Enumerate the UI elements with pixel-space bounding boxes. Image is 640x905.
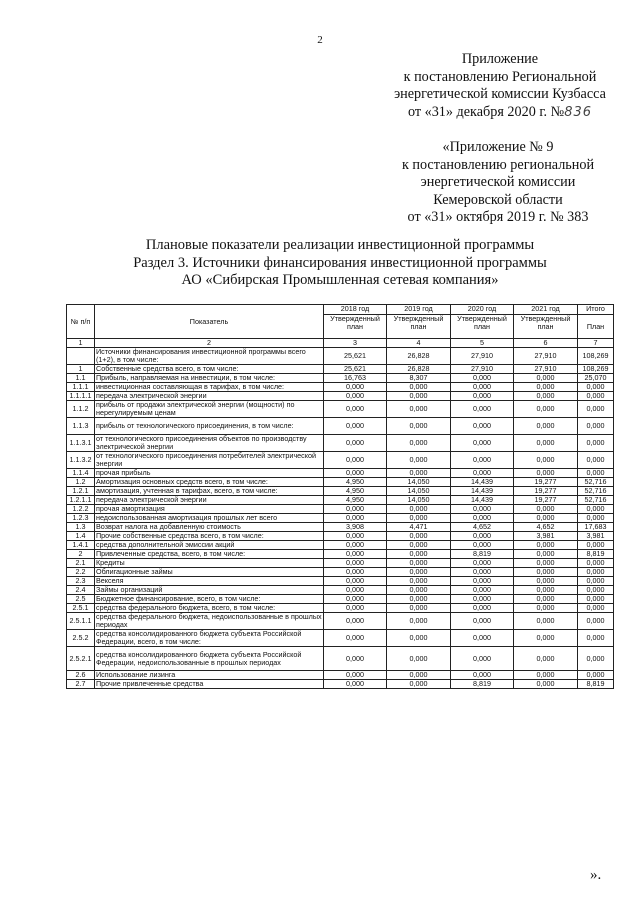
value-2021: 0,000 — [514, 595, 578, 604]
row-indicator: средства консолидированного бюджета субъекта Российской Федерации, недоиспользованные в прошлых периодах — [95, 647, 324, 671]
annex-primary-line3: энергетической комиссии Кузбасса — [394, 86, 606, 102]
value-2019: 0,000 — [387, 586, 451, 595]
value-2018: 4,950 — [324, 487, 387, 496]
value-2018: 0,000 — [324, 418, 387, 435]
value-2019: 0,000 — [387, 469, 451, 478]
header-total-plan: План — [578, 315, 614, 339]
row-indicator: передача электрической энергии — [95, 392, 324, 401]
col-number: 4 — [387, 339, 451, 348]
value-2019: 0,000 — [387, 671, 451, 680]
value-2021: 0,000 — [514, 680, 578, 689]
value-2019: 0,000 — [387, 559, 451, 568]
col-number: 7 — [578, 339, 614, 348]
row-indicator: недоиспользованная амортизация прошлых лет всего — [95, 514, 324, 523]
value-2018: 0,000 — [324, 505, 387, 514]
annex-primary-date-prefix: от «31» декабря 2020 г. № — [407, 103, 565, 120]
header-year-2018: 2018 год — [324, 305, 387, 315]
value-2021: 0,000 — [514, 514, 578, 523]
row-number: 1.1.2 — [67, 401, 95, 418]
value-2020: 0,000 — [451, 383, 514, 392]
table-row — [67, 435, 614, 452]
value-total: 0,000 — [578, 514, 614, 523]
value-2020: 0,000 — [451, 505, 514, 514]
value-2018: 0,000 — [324, 680, 387, 689]
title-line1: Плановые показатели реализации инвестиционной программы — [145, 237, 535, 253]
table-body — [67, 348, 614, 689]
row-indicator: Использование лизинга — [95, 671, 324, 680]
value-2020: 0,000 — [451, 374, 514, 383]
row-indicator: передача электрической энергии — [95, 496, 324, 505]
value-2021: 0,000 — [514, 383, 578, 392]
table-row — [67, 647, 614, 671]
row-number: 2.5.1.1 — [67, 613, 95, 630]
value-2021: 0,000 — [514, 630, 578, 647]
table-row — [67, 478, 614, 487]
value-2020: 4,652 — [451, 523, 514, 532]
value-2021: 0,000 — [514, 374, 578, 383]
title-line2: Раздел 3. Источники финансирования инвестиционной программы — [133, 254, 547, 271]
table-row — [67, 550, 614, 559]
row-number: 2.5.2 — [67, 630, 95, 647]
row-number: 1.1.4 — [67, 469, 95, 478]
value-2021: 0,000 — [514, 392, 578, 401]
value-2019: 0,000 — [387, 532, 451, 541]
value-2018: 0,000 — [324, 559, 387, 568]
value-2019: 0,000 — [387, 452, 451, 469]
value-2019: 0,000 — [387, 383, 451, 392]
row-indicator: Возврат налога на добавленную стоимость — [95, 523, 324, 532]
value-2021: 0,000 — [514, 541, 578, 550]
row-number: 2.1 — [67, 559, 95, 568]
value-total: 0,000 — [578, 505, 614, 514]
table-row — [67, 469, 614, 478]
value-2021: 4,652 — [514, 523, 578, 532]
value-2021: 0,000 — [514, 586, 578, 595]
value-2020: 0,000 — [451, 604, 514, 613]
header-plan-2018: Утвержденный план — [324, 315, 387, 339]
col-number: 6 — [514, 339, 578, 348]
table-row — [67, 365, 614, 374]
value-2021: 0,000 — [514, 671, 578, 680]
row-indicator: от технологического присоединения объектов по производству электрической энергии — [95, 435, 324, 452]
value-2019: 26,828 — [387, 365, 451, 374]
value-total: 0,000 — [578, 586, 614, 595]
value-total: 0,000 — [578, 383, 614, 392]
value-2019: 8,307 — [387, 374, 451, 383]
value-2020: 0,000 — [451, 671, 514, 680]
value-2018: 0,000 — [324, 577, 387, 586]
header-col-no: № п/п — [67, 305, 95, 339]
value-2018: 0,000 — [324, 647, 387, 671]
value-total: 0,000 — [578, 568, 614, 577]
row-number: 2.3 — [67, 577, 95, 586]
annex-primary-date — [375, 104, 625, 122]
value-2021: 0,000 — [514, 401, 578, 418]
value-2018: 4,950 — [324, 496, 387, 505]
value-total: 0,000 — [578, 418, 614, 435]
table-row — [67, 523, 614, 532]
value-2020: 27,910 — [451, 348, 514, 365]
table-row — [67, 568, 614, 577]
value-2019: 26,828 — [387, 348, 451, 365]
value-2019: 14,050 — [387, 496, 451, 505]
table-row — [67, 487, 614, 496]
value-2020: 0,000 — [451, 532, 514, 541]
row-indicator: средства консолидированного бюджета субъекта Российской Федерации, всего, в том числе: — [95, 630, 324, 647]
value-2018: 0,000 — [324, 550, 387, 559]
value-2021: 0,000 — [514, 604, 578, 613]
row-indicator: от технологического присоединения потребителей электрической энергии — [95, 452, 324, 469]
value-2019: 0,000 — [387, 435, 451, 452]
value-2020: 0,000 — [451, 418, 514, 435]
value-2020: 0,000 — [451, 401, 514, 418]
value-2021: 0,000 — [514, 577, 578, 586]
value-2020: 14,439 — [451, 478, 514, 487]
value-2019: 0,000 — [387, 514, 451, 523]
value-2021: 0,000 — [514, 568, 578, 577]
value-2020: 14,439 — [451, 487, 514, 496]
table-row — [67, 630, 614, 647]
value-2020: 0,000 — [451, 392, 514, 401]
row-number: 1.2.3 — [67, 514, 95, 523]
value-2021: 0,000 — [514, 647, 578, 671]
value-total: 108,269 — [578, 348, 614, 365]
row-number: 2.7 — [67, 680, 95, 689]
value-2018: 0,000 — [324, 469, 387, 478]
annex-primary-block — [375, 51, 625, 121]
value-total: 0,000 — [578, 541, 614, 550]
value-total: 52,716 — [578, 487, 614, 496]
page-number: 2 — [317, 34, 323, 46]
value-2021: 0,000 — [514, 613, 578, 630]
value-2018: 0,000 — [324, 383, 387, 392]
value-2019: 0,000 — [387, 568, 451, 577]
row-indicator: Прибыль, направляемая на инвестиции, в том числе: — [95, 374, 324, 383]
value-2018: 0,000 — [324, 568, 387, 577]
row-number: 1.2.1.1 — [67, 496, 95, 505]
value-2021: 19,277 — [514, 487, 578, 496]
header-plan-2019: Утвержденный план — [387, 315, 451, 339]
table-row — [67, 671, 614, 680]
row-number: 2.5.1 — [67, 604, 95, 613]
table-row — [67, 577, 614, 586]
header-year-2019: 2019 год — [387, 305, 451, 315]
row-number: 2.4 — [67, 586, 95, 595]
value-2020: 8,819 — [451, 680, 514, 689]
value-2018: 0,000 — [324, 392, 387, 401]
table-row — [67, 392, 614, 401]
header-year-2021: 2021 год — [514, 305, 578, 315]
row-number: 2.5 — [67, 595, 95, 604]
value-total: 108,269 — [578, 365, 614, 374]
value-2020: 0,000 — [451, 514, 514, 523]
value-2021: 19,277 — [514, 478, 578, 487]
value-2020: 8,819 — [451, 550, 514, 559]
row-number: 1.2.2 — [67, 505, 95, 514]
value-2021: 0,000 — [514, 452, 578, 469]
value-2020: 0,000 — [451, 586, 514, 595]
value-2019: 0,000 — [387, 630, 451, 647]
value-2018: 0,000 — [324, 452, 387, 469]
value-2018: 0,000 — [324, 595, 387, 604]
row-indicator: Источники финансирования инвестиционной программы всего (1+2), в том числе: — [95, 348, 324, 365]
value-total: 0,000 — [578, 595, 614, 604]
row-indicator: Кредиты — [95, 559, 324, 568]
annex-primary-line1: Приложение — [461, 51, 539, 67]
table-row — [67, 559, 614, 568]
title-line3: АО «Сибирская Промышленная сетевая компания» — [181, 272, 499, 288]
header-row-col-numbers — [67, 339, 614, 348]
value-2020: 0,000 — [451, 559, 514, 568]
value-2018: 0,000 — [324, 532, 387, 541]
row-number: 1.1.1 — [67, 383, 95, 392]
table-row — [67, 604, 614, 613]
value-total: 0,000 — [578, 452, 614, 469]
table-row — [67, 383, 614, 392]
value-2018: 0,000 — [324, 541, 387, 550]
header-row-years — [67, 305, 614, 315]
table-row — [67, 613, 614, 630]
row-indicator: инвестиционная составляющая в тарифах, в том числе: — [95, 383, 324, 392]
row-number: 1.1.3 — [67, 418, 95, 435]
row-number: 1.1.3.2 — [67, 452, 95, 469]
value-2020: 0,000 — [451, 541, 514, 550]
value-total: 0,000 — [578, 613, 614, 630]
annex-secondary-line2: к постановлению региональной — [401, 156, 595, 173]
header-plan-2020: Утвержденный план — [451, 315, 514, 339]
value-2021: 0,000 — [514, 550, 578, 559]
row-number: 2.5.2.1 — [67, 647, 95, 671]
value-2019: 0,000 — [387, 550, 451, 559]
col-number: 2 — [95, 339, 324, 348]
value-2021: 0,000 — [514, 435, 578, 452]
row-indicator: средства дополнительной эмиссии акций — [95, 541, 324, 550]
row-indicator: прибыль от технологического присоединения, в том числе: — [95, 418, 324, 435]
col-number: 1 — [67, 339, 95, 348]
value-total: 0,000 — [578, 577, 614, 586]
table-row — [67, 452, 614, 469]
row-indicator: Облигационные займы — [95, 568, 324, 577]
row-indicator: Бюджетное финансирование, всего, в том числе: — [95, 595, 324, 604]
row-indicator: Прочие собственные средства всего, в том числе: — [95, 532, 324, 541]
table-row — [67, 374, 614, 383]
col-number: 3 — [324, 339, 387, 348]
value-2019: 0,000 — [387, 577, 451, 586]
value-2018: 25,621 — [324, 348, 387, 365]
row-number: 1 — [67, 365, 95, 374]
row-indicator: прочая амортизация — [95, 505, 324, 514]
value-2020: 0,000 — [451, 452, 514, 469]
value-2018: 25,621 — [324, 365, 387, 374]
value-total: 52,716 — [578, 496, 614, 505]
annex-secondary-block — [378, 139, 618, 227]
row-number: 1.4.1 — [67, 541, 95, 550]
value-2018: 0,000 — [324, 514, 387, 523]
handwritten-resolution-number: 836 — [564, 104, 593, 120]
value-total: 0,000 — [578, 435, 614, 452]
value-total: 0,000 — [578, 671, 614, 680]
table-row — [67, 418, 614, 435]
value-2019: 0,000 — [387, 647, 451, 671]
value-2018: 0,000 — [324, 613, 387, 630]
annex-secondary-line5: от «31» октября 2019 г. № 383 — [407, 209, 589, 225]
row-number: 2.6 — [67, 671, 95, 680]
value-2018: 0,000 — [324, 401, 387, 418]
row-indicator: Векселя — [95, 577, 324, 586]
value-2021: 19,277 — [514, 496, 578, 505]
value-2020: 0,000 — [451, 595, 514, 604]
value-2018: 4,950 — [324, 478, 387, 487]
value-2019: 4,471 — [387, 523, 451, 532]
value-2020: 0,000 — [451, 630, 514, 647]
financing-sources-table — [66, 304, 614, 689]
value-total: 0,000 — [578, 401, 614, 418]
header-col-name: Показатель — [95, 305, 324, 339]
row-number: 2 — [67, 550, 95, 559]
value-2019: 0,000 — [387, 680, 451, 689]
row-number: 1.3 — [67, 523, 95, 532]
table-row — [67, 514, 614, 523]
row-indicator: Привлеченные средства, всего, в том числе: — [95, 550, 324, 559]
value-2018: 0,000 — [324, 604, 387, 613]
table-row — [67, 595, 614, 604]
table-row — [67, 532, 614, 541]
value-2018: 0,000 — [324, 671, 387, 680]
table-row — [67, 586, 614, 595]
annex-secondary-line1: «Приложение № 9 — [442, 139, 554, 155]
row-indicator: Собственные средства всего, в том числе: — [95, 365, 324, 374]
value-2019: 0,000 — [387, 505, 451, 514]
row-number: 1.1 — [67, 374, 95, 383]
value-2018: 0,000 — [324, 586, 387, 595]
value-2019: 0,000 — [387, 613, 451, 630]
row-number: 1.4 — [67, 532, 95, 541]
row-indicator: прибыль от продажи электрической энергии (мощности) по нерегулируемым ценам — [95, 401, 324, 418]
value-2018: 0,000 — [324, 630, 387, 647]
annex-primary-line2: к постановлению Региональной — [403, 68, 597, 85]
value-2019: 14,050 — [387, 478, 451, 487]
row-number: 1.2 — [67, 478, 95, 487]
value-2020: 0,000 — [451, 613, 514, 630]
table-row — [67, 401, 614, 418]
value-2020: 0,000 — [451, 469, 514, 478]
value-total: 3,981 — [578, 532, 614, 541]
row-number: 1.1.1.1 — [67, 392, 95, 401]
row-indicator: средства федерального бюджета, всего, в том числе: — [95, 604, 324, 613]
table-row — [67, 505, 614, 514]
value-2021: 3,981 — [514, 532, 578, 541]
value-2020: 27,910 — [451, 365, 514, 374]
value-2021: 27,910 — [514, 365, 578, 374]
value-2019: 0,000 — [387, 604, 451, 613]
value-2020: 0,000 — [451, 577, 514, 586]
value-2021: 0,000 — [514, 559, 578, 568]
value-total: 0,000 — [578, 469, 614, 478]
table-row — [67, 496, 614, 505]
row-indicator: прочая прибыль — [95, 469, 324, 478]
table-row — [67, 348, 614, 365]
row-indicator: амортизация, учтенная в тарифах, всего, в том числе: — [95, 487, 324, 496]
value-total: 52,716 — [578, 478, 614, 487]
row-indicator: Прочие привлеченные средства — [95, 680, 324, 689]
annex-secondary-line4: Кемеровской области — [433, 191, 563, 208]
table-row — [67, 680, 614, 689]
value-total: 0,000 — [578, 559, 614, 568]
row-number — [67, 348, 95, 365]
value-2018: 0,000 — [324, 435, 387, 452]
row-number: 1.1.3.1 — [67, 435, 95, 452]
value-2019: 0,000 — [387, 401, 451, 418]
header-year-2020: 2020 год — [451, 305, 514, 315]
col-number: 5 — [451, 339, 514, 348]
value-total: 0,000 — [578, 630, 614, 647]
document-title — [60, 237, 620, 290]
value-total: 17,683 — [578, 523, 614, 532]
table-row — [67, 541, 614, 550]
value-total: 0,000 — [578, 647, 614, 671]
value-2018: 3,908 — [324, 523, 387, 532]
value-total: 25,070 — [578, 374, 614, 383]
header-total: Итого — [578, 305, 614, 315]
value-2021: 0,000 — [514, 469, 578, 478]
value-2021: 27,910 — [514, 348, 578, 365]
value-total: 0,000 — [578, 392, 614, 401]
header-plan-2021: Утвержденный план — [514, 315, 578, 339]
value-2021: 0,000 — [514, 418, 578, 435]
value-2018: 16,763 — [324, 374, 387, 383]
value-total: 0,000 — [578, 604, 614, 613]
row-number: 2.2 — [67, 568, 95, 577]
value-2020: 0,000 — [451, 568, 514, 577]
closing-quote-mark: ». — [590, 867, 602, 883]
value-2020: 0,000 — [451, 647, 514, 671]
value-total: 8,819 — [578, 550, 614, 559]
row-indicator: средства федерального бюджета, недоиспользованные в прошлых периодах — [96, 612, 322, 629]
value-2019: 0,000 — [387, 595, 451, 604]
value-total: 8,819 — [578, 680, 614, 689]
value-2019: 0,000 — [387, 392, 451, 401]
value-2019: 14,050 — [387, 487, 451, 496]
row-indicator: Амортизация основных средств всего, в том числе: — [95, 478, 324, 487]
value-2019: 0,000 — [387, 541, 451, 550]
value-2020: 14,439 — [451, 496, 514, 505]
row-number: 1.2.1 — [67, 487, 95, 496]
row-indicator: Займы организаций — [95, 586, 324, 595]
value-2021: 0,000 — [514, 505, 578, 514]
value-2020: 0,000 — [451, 435, 514, 452]
value-2019: 0,000 — [387, 418, 451, 435]
annex-secondary-line3: энергетической комиссии — [420, 174, 576, 190]
